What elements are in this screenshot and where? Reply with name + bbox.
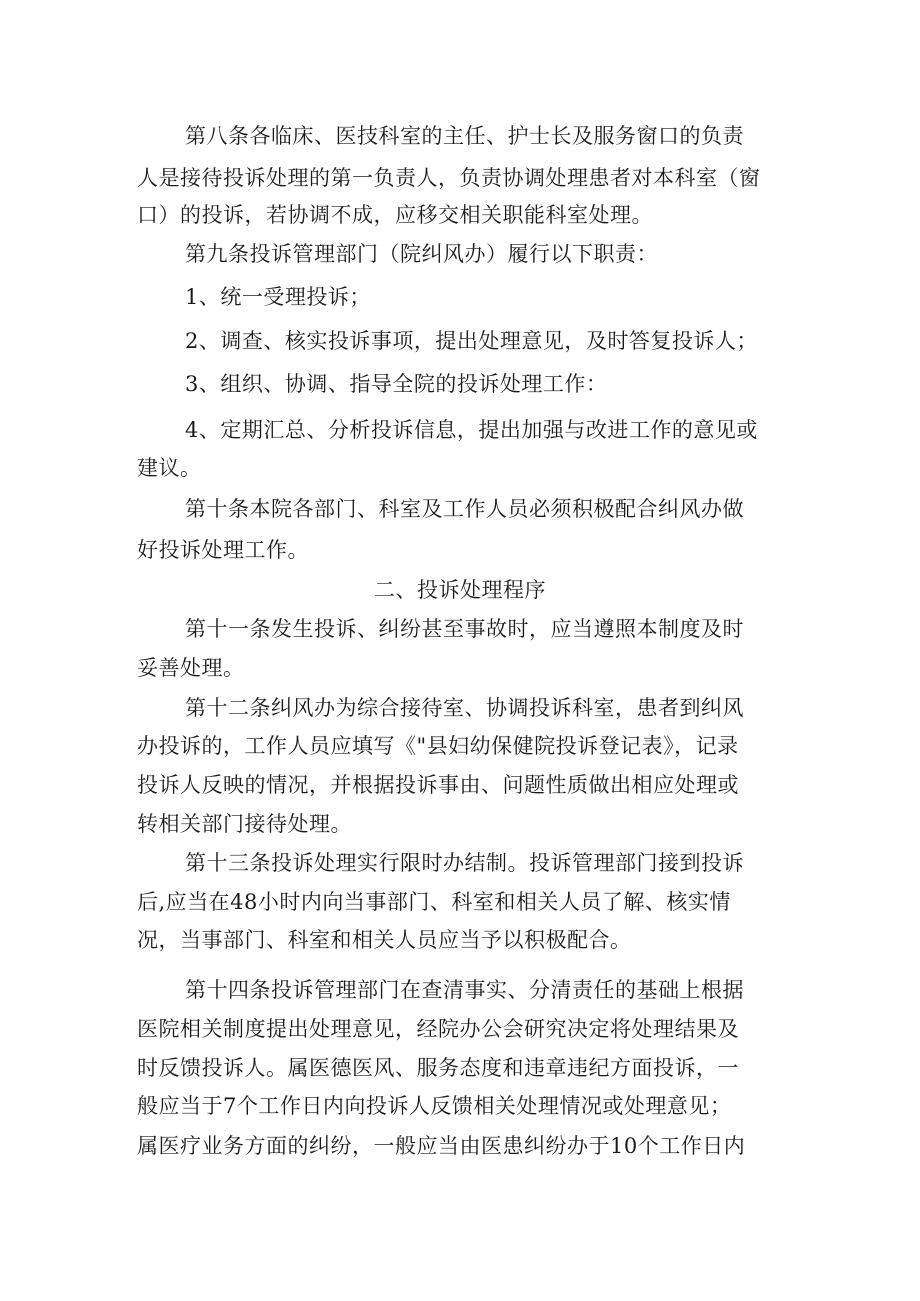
list-item: 1、统一受理投诉；	[185, 285, 371, 309]
text-line: 时反馈投诉人。属医德医风、服务态度和违章违纪方面投诉，一	[137, 1056, 739, 1080]
text-line: 第十四条投诉管理部门在查清事实、分清责任的基础上根据	[185, 978, 744, 1002]
text-line: 转相关部门接待处理。	[137, 812, 352, 836]
section-heading: 二、投诉处理程序	[374, 578, 546, 602]
list-item: 3、组织、协调、指导全院的投诉处理工作：	[185, 372, 608, 396]
text-line: 办投诉的，工作人员应填写《"县妇幼保健院投诉登记表》，记录	[137, 734, 739, 758]
list-item: 2、调查、核实投诉事项，提出处理意见，及时答复投诉人；	[185, 329, 758, 353]
text-line: 第十条本院各部门、科室及工作人员必须积极配合纠风办做	[185, 497, 744, 521]
text-line: 口）的投诉，若协调不成，应移交相关职能科室处理。	[137, 203, 653, 227]
text-line: 医院相关制度提出处理意见，经院办公会研究决定将处理结果及	[137, 1017, 739, 1041]
text-line: 属医疗业务方面的纠纷，一般应当由医患纠纷办于10个工作日内	[137, 1134, 746, 1158]
text-line: 建议。	[137, 456, 202, 480]
text-line: 第十三条投诉处理实行限时办结制。投诉管理部门接到投诉	[185, 851, 744, 875]
text-line: 第十一条发生投诉、纠纷甚至事故时，应当遵照本制度及时	[185, 617, 744, 641]
text-line: 投诉人反映的情况，并根据投诉事由、问题性质做出相应处理或	[137, 773, 739, 797]
text-line: 第九条投诉管理部门（院纠风办）履行以下职责：	[185, 242, 658, 266]
text-line: 好投诉处理工作。	[137, 538, 309, 562]
list-item: 4、定期汇总、分析投诉信息，提出加强与改进工作的意见或	[185, 418, 758, 442]
text-line: 第八条各临床、医技科室的主任、护士长及服务窗口的负责	[185, 124, 744, 148]
text-line: 般应当于7个工作日内向投诉人反馈相关处理情况或处理意见；	[137, 1094, 732, 1118]
text-line: 第十二条纠风办为综合接待室、协调投诉科室，患者到纠风	[185, 696, 744, 720]
text-line: 况，当事部门、科室和相关人员应当予以积极配合。	[137, 928, 632, 952]
text-line: 后,应当在48小时内向当事部门、科室和相关人员了解、核实情	[137, 890, 731, 914]
text-line: 人是接待投诉处理的第一负责人，负责协调处理患者对本科室（窗	[137, 166, 761, 190]
text-line: 妥善处理。	[137, 656, 245, 680]
